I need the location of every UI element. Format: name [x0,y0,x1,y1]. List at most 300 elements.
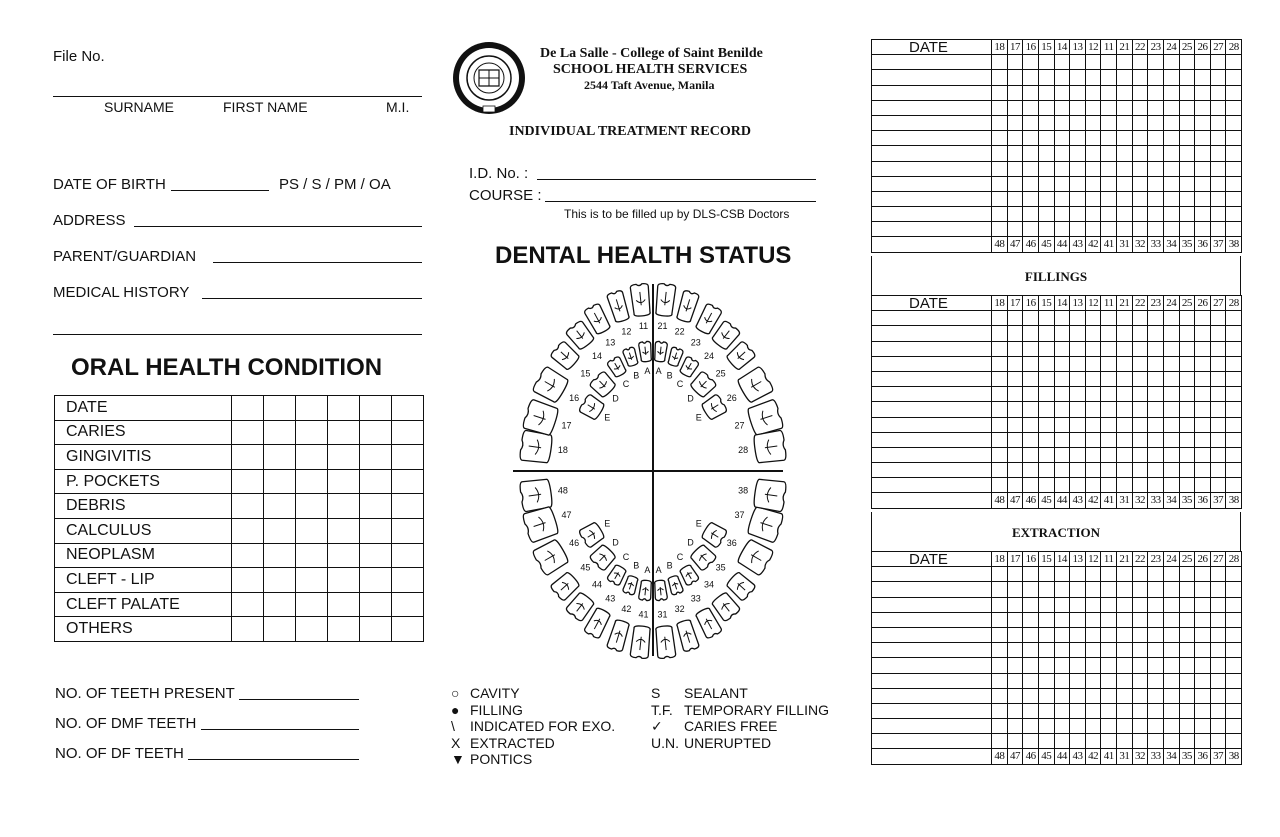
tooth-entry-cell[interactable] [1085,719,1101,734]
tooth-entry-cell[interactable] [1085,447,1101,462]
tooth-entry-cell[interactable] [1132,432,1148,447]
tooth-entry-cell[interactable] [1163,311,1179,326]
tooth-entry-cell[interactable] [1179,734,1195,749]
date-entry-cell[interactable] [872,463,992,478]
tooth-entry-cell[interactable] [1226,176,1242,191]
date-entry-cell[interactable] [872,207,992,222]
tooth-entry-cell[interactable] [1179,146,1195,161]
tooth-entry-cell[interactable] [992,207,1008,222]
tooth-entry-cell[interactable] [1070,582,1086,597]
tooth-entry-cell[interactable] [1101,612,1117,627]
tooth-entry-cell[interactable] [1163,627,1179,642]
tooth-entry-cell[interactable] [1101,734,1117,749]
tooth-entry-cell[interactable] [992,191,1008,206]
tooth-entry-cell[interactable] [1085,463,1101,478]
tooth-entry-cell[interactable] [1038,161,1054,176]
tooth-entry-cell[interactable] [1132,627,1148,642]
tooth-entry-cell[interactable] [1054,222,1070,237]
tooth-entry-cell[interactable] [1132,387,1148,402]
tooth-entry-cell[interactable] [1163,222,1179,237]
tooth-entry-cell[interactable] [1054,627,1070,642]
tooth-entry-cell[interactable] [1117,567,1133,582]
tooth-entry-cell[interactable] [1195,597,1211,612]
tooth-entry-cell[interactable] [1117,222,1133,237]
tooth-entry-cell[interactable] [1007,371,1023,386]
permanent-tooth[interactable] [736,366,774,404]
tooth-entry-cell[interactable] [1117,478,1133,493]
tooth-entry-cell[interactable] [1210,432,1226,447]
date-entry-cell[interactable] [872,417,992,432]
tooth-entry-cell[interactable] [1117,207,1133,222]
tooth-entry-cell[interactable] [1226,567,1242,582]
tooth-entry-cell[interactable] [1007,478,1023,493]
tooth-entry-cell[interactable] [1070,402,1086,417]
oral-entry-cell[interactable] [328,420,360,445]
tooth-entry-cell[interactable] [1163,432,1179,447]
tooth-entry-cell[interactable] [1226,597,1242,612]
tooth-entry-cell[interactable] [1117,161,1133,176]
tooth-entry-cell[interactable] [1117,582,1133,597]
tooth-entry-cell[interactable] [1148,478,1164,493]
tooth-entry-cell[interactable] [1070,191,1086,206]
oral-entry-cell[interactable] [328,469,360,494]
date-entry-cell[interactable] [872,341,992,356]
oral-entry-cell[interactable] [360,543,392,568]
tooth-entry-cell[interactable] [1007,311,1023,326]
tooth-entry-cell[interactable] [1132,55,1148,70]
tooth-entry-cell[interactable] [1179,176,1195,191]
tooth-entry-cell[interactable] [1210,643,1226,658]
tooth-entry-cell[interactable] [1148,597,1164,612]
tooth-entry-cell[interactable] [1148,463,1164,478]
date-entry-cell[interactable] [872,371,992,386]
tooth-entry-cell[interactable] [1101,341,1117,356]
tooth-entry-cell[interactable] [1007,567,1023,582]
tooth-entry-cell[interactable] [1117,85,1133,100]
tooth-entry-cell[interactable] [1070,222,1086,237]
tooth-entry-cell[interactable] [1179,627,1195,642]
tooth-entry-cell[interactable] [1101,688,1117,703]
tooth-entry-cell[interactable] [1085,341,1101,356]
tooth-entry-cell[interactable] [1070,567,1086,582]
tooth-entry-cell[interactable] [1023,341,1039,356]
tooth-entry-cell[interactable] [1210,673,1226,688]
dmf-teeth-field[interactable] [201,729,359,730]
tooth-entry-cell[interactable] [1132,85,1148,100]
tooth-entry-cell[interactable] [1023,597,1039,612]
tooth-entry-cell[interactable] [1038,356,1054,371]
tooth-entry-cell[interactable] [1132,326,1148,341]
tooth-entry-cell[interactable] [1210,161,1226,176]
oral-entry-cell[interactable] [328,617,360,642]
tooth-entry-cell[interactable] [1117,387,1133,402]
tooth-entry-cell[interactable] [1070,387,1086,402]
oral-entry-cell[interactable] [264,445,296,470]
oral-entry-cell[interactable] [232,592,264,617]
date-entry-cell[interactable] [872,673,992,688]
tooth-entry-cell[interactable] [1195,387,1211,402]
tooth-entry-cell[interactable] [1038,55,1054,70]
tooth-entry-cell[interactable] [1007,447,1023,462]
oral-entry-cell[interactable] [232,420,264,445]
tooth-entry-cell[interactable] [1148,673,1164,688]
tooth-entry-cell[interactable] [1054,70,1070,85]
tooth-entry-cell[interactable] [1117,673,1133,688]
tooth-entry-cell[interactable] [1085,703,1101,718]
permanent-tooth[interactable] [753,430,787,464]
oral-entry-cell[interactable] [360,518,392,543]
tooth-entry-cell[interactable] [1148,146,1164,161]
tooth-entry-cell[interactable] [1085,161,1101,176]
tooth-entry-cell[interactable] [1101,582,1117,597]
tooth-entry-cell[interactable] [1117,402,1133,417]
tooth-entry-cell[interactable] [1132,567,1148,582]
primary-tooth[interactable] [700,394,728,422]
tooth-entry-cell[interactable] [1210,85,1226,100]
tooth-entry-cell[interactable] [1163,567,1179,582]
tooth-entry-cell[interactable] [1132,719,1148,734]
tooth-entry-cell[interactable] [1226,115,1242,130]
oral-entry-cell[interactable] [264,518,296,543]
tooth-entry-cell[interactable] [1148,703,1164,718]
tooth-entry-cell[interactable] [1210,417,1226,432]
tooth-entry-cell[interactable] [1195,643,1211,658]
tooth-entry-cell[interactable] [1195,176,1211,191]
tooth-entry-cell[interactable] [1163,673,1179,688]
tooth-entry-cell[interactable] [1070,70,1086,85]
tooth-entry-cell[interactable] [1038,70,1054,85]
tooth-entry-cell[interactable] [1195,146,1211,161]
tooth-entry-cell[interactable] [1117,597,1133,612]
tooth-entry-cell[interactable] [1132,146,1148,161]
primary-tooth[interactable] [689,543,717,571]
oral-entry-cell[interactable] [392,617,424,642]
tooth-entry-cell[interactable] [1163,643,1179,658]
tooth-entry-cell[interactable] [992,70,1008,85]
tooth-entry-cell[interactable] [1132,371,1148,386]
tooth-entry-cell[interactable] [1117,463,1133,478]
tooth-entry-cell[interactable] [1007,417,1023,432]
primary-tooth[interactable] [667,575,684,596]
tooth-entry-cell[interactable] [1085,567,1101,582]
tooth-entry-cell[interactable] [1070,688,1086,703]
tooth-entry-cell[interactable] [1023,371,1039,386]
tooth-entry-cell[interactable] [1132,478,1148,493]
permanent-tooth[interactable] [606,619,630,652]
tooth-entry-cell[interactable] [1117,356,1133,371]
tooth-entry-cell[interactable] [1117,191,1133,206]
tooth-entry-cell[interactable] [1226,463,1242,478]
tooth-entry-cell[interactable] [1070,161,1086,176]
tooth-entry-cell[interactable] [1101,191,1117,206]
oral-entry-cell[interactable] [328,396,360,421]
tooth-entry-cell[interactable] [1117,115,1133,130]
date-entry-cell[interactable] [872,161,992,176]
tooth-entry-cell[interactable] [1117,55,1133,70]
tooth-entry-cell[interactable] [1101,70,1117,85]
tooth-entry-cell[interactable] [1070,658,1086,673]
oral-entry-cell[interactable] [232,568,264,593]
tooth-entry-cell[interactable] [1163,719,1179,734]
tooth-entry-cell[interactable] [1226,371,1242,386]
tooth-entry-cell[interactable] [1163,85,1179,100]
date-entry-cell[interactable] [872,597,992,612]
tooth-entry-cell[interactable] [1023,191,1039,206]
tooth-entry-cell[interactable] [1054,85,1070,100]
date-entry-cell[interactable] [872,311,992,326]
primary-tooth[interactable] [606,356,627,379]
tooth-entry-cell[interactable] [1085,582,1101,597]
tooth-entry-cell[interactable] [1195,371,1211,386]
tooth-entry-cell[interactable] [1038,371,1054,386]
tooth-entry-cell[interactable] [1085,432,1101,447]
tooth-entry-cell[interactable] [1101,597,1117,612]
tooth-entry-cell[interactable] [1179,688,1195,703]
tooth-entry-cell[interactable] [1179,582,1195,597]
primary-tooth[interactable] [589,543,617,571]
tooth-entry-cell[interactable] [1054,734,1070,749]
tooth-entry-cell[interactable] [992,55,1008,70]
tooth-entry-cell[interactable] [1070,146,1086,161]
medical-history-field[interactable] [202,298,422,299]
tooth-entry-cell[interactable] [1007,146,1023,161]
tooth-entry-cell[interactable] [1195,131,1211,146]
tooth-entry-cell[interactable] [1023,387,1039,402]
tooth-entry-cell[interactable] [1038,463,1054,478]
tooth-entry-cell[interactable] [1101,703,1117,718]
tooth-entry-cell[interactable] [1179,597,1195,612]
tooth-entry-cell[interactable] [1070,597,1086,612]
tooth-entry-cell[interactable] [1210,402,1226,417]
tooth-entry-cell[interactable] [992,688,1008,703]
tooth-entry-cell[interactable] [1148,341,1164,356]
tooth-entry-cell[interactable] [1163,326,1179,341]
tooth-entry-cell[interactable] [1070,643,1086,658]
tooth-entry-cell[interactable] [1038,85,1054,100]
tooth-entry-cell[interactable] [1195,100,1211,115]
tooth-entry-cell[interactable] [1085,70,1101,85]
tooth-entry-cell[interactable] [1007,85,1023,100]
tooth-entry-cell[interactable] [1117,688,1133,703]
oral-entry-cell[interactable] [392,396,424,421]
tooth-entry-cell[interactable] [1023,115,1039,130]
oral-entry-cell[interactable] [360,617,392,642]
tooth-entry-cell[interactable] [1038,582,1054,597]
tooth-entry-cell[interactable] [1054,131,1070,146]
tooth-entry-cell[interactable] [1070,326,1086,341]
oral-entry-cell[interactable] [392,420,424,445]
tooth-entry-cell[interactable] [1226,326,1242,341]
tooth-entry-cell[interactable] [1054,597,1070,612]
oral-entry-cell[interactable] [264,617,296,642]
tooth-entry-cell[interactable] [1023,326,1039,341]
primary-tooth[interactable] [578,521,606,549]
tooth-entry-cell[interactable] [1148,658,1164,673]
tooth-entry-cell[interactable] [1085,371,1101,386]
tooth-entry-cell[interactable] [992,447,1008,462]
tooth-entry-cell[interactable] [1117,311,1133,326]
tooth-entry-cell[interactable] [1179,326,1195,341]
tooth-entry-cell[interactable] [1117,326,1133,341]
tooth-entry-cell[interactable] [1226,447,1242,462]
tooth-entry-cell[interactable] [1179,417,1195,432]
oral-entry-cell[interactable] [232,494,264,519]
date-entry-cell[interactable] [872,55,992,70]
tooth-entry-cell[interactable] [1226,341,1242,356]
tooth-entry-cell[interactable] [1007,131,1023,146]
tooth-entry-cell[interactable] [1101,161,1117,176]
oral-entry-cell[interactable] [264,543,296,568]
tooth-entry-cell[interactable] [1007,341,1023,356]
tooth-entry-cell[interactable] [1117,719,1133,734]
tooth-entry-cell[interactable] [1117,612,1133,627]
oral-entry-cell[interactable] [296,445,328,470]
tooth-entry-cell[interactable] [1101,673,1117,688]
tooth-entry-cell[interactable] [1132,402,1148,417]
tooth-entry-cell[interactable] [1226,191,1242,206]
tooth-entry-cell[interactable] [1210,612,1226,627]
tooth-entry-cell[interactable] [1226,627,1242,642]
tooth-entry-cell[interactable] [1132,688,1148,703]
tooth-entry-cell[interactable] [1085,658,1101,673]
tooth-entry-cell[interactable] [1195,311,1211,326]
tooth-entry-cell[interactable] [1085,478,1101,493]
tooth-entry-cell[interactable] [1054,673,1070,688]
tooth-entry-cell[interactable] [1070,176,1086,191]
tooth-entry-cell[interactable] [1070,356,1086,371]
tooth-entry-cell[interactable] [1148,161,1164,176]
tooth-entry-cell[interactable] [992,612,1008,627]
tooth-entry-cell[interactable] [1226,387,1242,402]
tooth-entry-cell[interactable] [1023,55,1039,70]
tooth-entry-cell[interactable] [1163,582,1179,597]
tooth-entry-cell[interactable] [1054,703,1070,718]
tooth-entry-cell[interactable] [1038,341,1054,356]
tooth-entry-cell[interactable] [1226,432,1242,447]
primary-tooth[interactable] [700,521,728,549]
tooth-entry-cell[interactable] [1179,207,1195,222]
tooth-entry-cell[interactable] [1085,55,1101,70]
tooth-entry-cell[interactable] [1179,100,1195,115]
tooth-entry-cell[interactable] [1210,658,1226,673]
tooth-entry-cell[interactable] [1148,311,1164,326]
tooth-entry-cell[interactable] [1195,70,1211,85]
tooth-entry-cell[interactable] [1038,612,1054,627]
tooth-entry-cell[interactable] [1226,222,1242,237]
tooth-entry-cell[interactable] [1007,612,1023,627]
tooth-entry-cell[interactable] [1179,612,1195,627]
tooth-entry-cell[interactable] [1023,176,1039,191]
tooth-entry-cell[interactable] [1195,341,1211,356]
permanent-tooth[interactable] [630,625,651,659]
tooth-entry-cell[interactable] [992,146,1008,161]
tooth-entry-cell[interactable] [992,627,1008,642]
tooth-entry-cell[interactable] [1070,85,1086,100]
tooth-entry-cell[interactable] [1163,402,1179,417]
tooth-entry-cell[interactable] [992,311,1008,326]
permanent-tooth[interactable] [655,283,676,317]
tooth-entry-cell[interactable] [992,673,1008,688]
tooth-entry-cell[interactable] [992,719,1008,734]
tooth-entry-cell[interactable] [1054,191,1070,206]
tooth-entry-cell[interactable] [1070,478,1086,493]
tooth-entry-cell[interactable] [1007,356,1023,371]
oral-entry-cell[interactable] [360,445,392,470]
tooth-entry-cell[interactable] [1101,417,1117,432]
tooth-entry-cell[interactable] [1132,643,1148,658]
tooth-entry-cell[interactable] [1054,326,1070,341]
tooth-entry-cell[interactable] [1195,463,1211,478]
tooth-entry-cell[interactable] [1023,463,1039,478]
oral-entry-cell[interactable] [232,469,264,494]
tooth-entry-cell[interactable] [1148,70,1164,85]
tooth-entry-cell[interactable] [1132,341,1148,356]
oral-entry-cell[interactable] [360,494,392,519]
tooth-entry-cell[interactable] [1038,703,1054,718]
permanent-tooth[interactable] [630,283,651,317]
tooth-entry-cell[interactable] [1054,402,1070,417]
tooth-entry-cell[interactable] [1101,478,1117,493]
tooth-entry-cell[interactable] [1038,146,1054,161]
tooth-entry-cell[interactable] [1023,643,1039,658]
permanent-tooth[interactable] [655,625,676,659]
tooth-entry-cell[interactable] [1007,191,1023,206]
tooth-entry-cell[interactable] [1054,341,1070,356]
tooth-entry-cell[interactable] [1038,734,1054,749]
tooth-entry-cell[interactable] [1038,688,1054,703]
tooth-entry-cell[interactable] [1085,207,1101,222]
course-field[interactable] [545,201,816,202]
tooth-entry-cell[interactable] [1054,161,1070,176]
tooth-entry-cell[interactable] [1148,567,1164,582]
tooth-entry-cell[interactable] [1148,85,1164,100]
tooth-entry-cell[interactable] [1054,311,1070,326]
tooth-entry-cell[interactable] [1085,176,1101,191]
tooth-entry-cell[interactable] [1007,627,1023,642]
tooth-entry-cell[interactable] [1226,658,1242,673]
tooth-entry-cell[interactable] [1195,417,1211,432]
tooth-entry-cell[interactable] [1179,402,1195,417]
tooth-entry-cell[interactable] [1179,85,1195,100]
tooth-entry-cell[interactable] [1132,176,1148,191]
tooth-entry-cell[interactable] [1038,597,1054,612]
medical-history-field-2[interactable] [53,334,422,335]
tooth-entry-cell[interactable] [1054,463,1070,478]
oral-entry-cell[interactable] [296,494,328,519]
oral-entry-cell[interactable] [392,592,424,617]
oral-entry-cell[interactable] [328,494,360,519]
tooth-entry-cell[interactable] [1054,688,1070,703]
tooth-entry-cell[interactable] [1210,207,1226,222]
tooth-entry-cell[interactable] [1085,85,1101,100]
tooth-entry-cell[interactable] [1117,100,1133,115]
tooth-entry-cell[interactable] [1132,734,1148,749]
primary-tooth[interactable] [606,564,627,587]
oral-entry-cell[interactable] [360,592,392,617]
primary-tooth[interactable] [578,394,606,422]
tooth-entry-cell[interactable] [1085,734,1101,749]
tooth-entry-cell[interactable] [1179,719,1195,734]
tooth-entry-cell[interactable] [1023,627,1039,642]
tooth-entry-cell[interactable] [1117,131,1133,146]
teeth-present-field[interactable] [239,699,359,700]
oral-entry-cell[interactable] [328,543,360,568]
tooth-entry-cell[interactable] [1085,115,1101,130]
tooth-entry-cell[interactable] [1179,463,1195,478]
tooth-entry-cell[interactable] [1179,432,1195,447]
tooth-entry-cell[interactable] [1210,191,1226,206]
tooth-entry-cell[interactable] [1148,643,1164,658]
